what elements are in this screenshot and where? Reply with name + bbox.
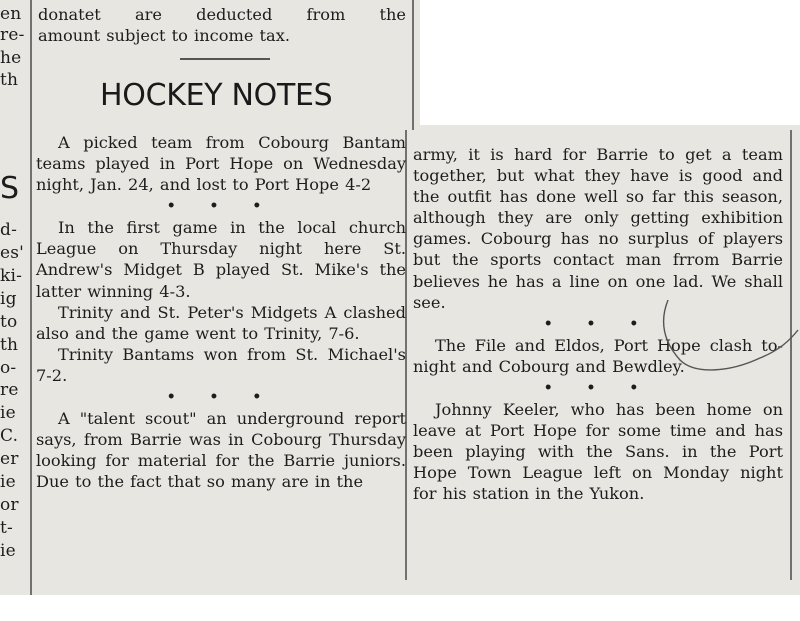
headline: HOCKEY NOTES [100,78,333,113]
fragment-line: d- [0,220,18,240]
pencil-scribble-mark [640,300,800,380]
fragment-line: ie [0,403,16,423]
fragment-line: ig [0,289,17,309]
fragment-line: ie [0,541,16,561]
top-line: donatet are deducted from the [38,5,406,24]
column-rule-mid-upper [412,0,414,130]
fragment-line: re [0,380,19,400]
separator-dots: • • • [543,315,653,332]
separator-dots: • • • [166,198,276,215]
paragraph: The File and Eldos, Port Hope clash to-night and Cobourg and Bewdley. [413,335,783,376]
paragraph: Trinity Bantams won from St. Michael's 7-2. [36,344,406,385]
paragraph: Johnny Keeler, who has been home on leave at Port Hope for some time and has been playing with the Sans. in the Port Hope Town League left on Monday night for his station in the Yukon. [413,399,783,504]
separator-dots: • • • [166,389,276,406]
fragment-line: ie [0,472,16,492]
fragment-line: th [0,70,19,90]
fragment-line: or [0,495,19,515]
section-divider [180,58,270,60]
fragment-line: S [0,172,20,206]
fragment-line: C. [0,426,19,446]
paragraph: army, it is hard for Barrie to get a team together, but what they have is good and the outfit has done well so far this season, although they are only getting exhibition games. Cobourg has no surplus of players but the sports contact man frrom Barrie believes he has a line on one lad. We shall see. [413,145,783,312]
column-one-top [38,4,406,46]
column-one-body [36,132,406,492]
top-line: amount subject to income tax. [38,26,290,46]
paragraph: In the first game in the local church League on Thursday night here St. Andrew's Midget B played St. Mike's the latter winning 4-3. [36,218,406,301]
fragment-line: o- [0,358,17,378]
separator-dots: • • • [543,379,653,396]
fragment-line: en [0,4,22,24]
fragment-line: er [0,449,19,469]
fragment-line: es' [0,243,25,263]
paragraph: Trinity and St. Peter's Midgets A clashed also and the game went to Trinity, 7-6. [36,302,406,343]
fragment-line: ki- [0,266,23,286]
fragment-line: to [0,312,18,332]
paragraph: A picked team from Cobourg Bantam teams played in Port Hope on Wednesday night, Jan. 24, and lost to Port Hope 4-2 [36,133,406,195]
column-rule-left [30,0,32,595]
paragraph: A "talent scout" an underground report says, from Barrie was in Cobourg Thursday looking for material for the Barrie juniors. Due to the fact that so many are in the [36,409,406,492]
fragment-line: th [0,335,19,355]
fragment-line: t- [0,518,13,538]
fragment-line: he [0,48,22,68]
fragment-line: re- [0,25,25,45]
